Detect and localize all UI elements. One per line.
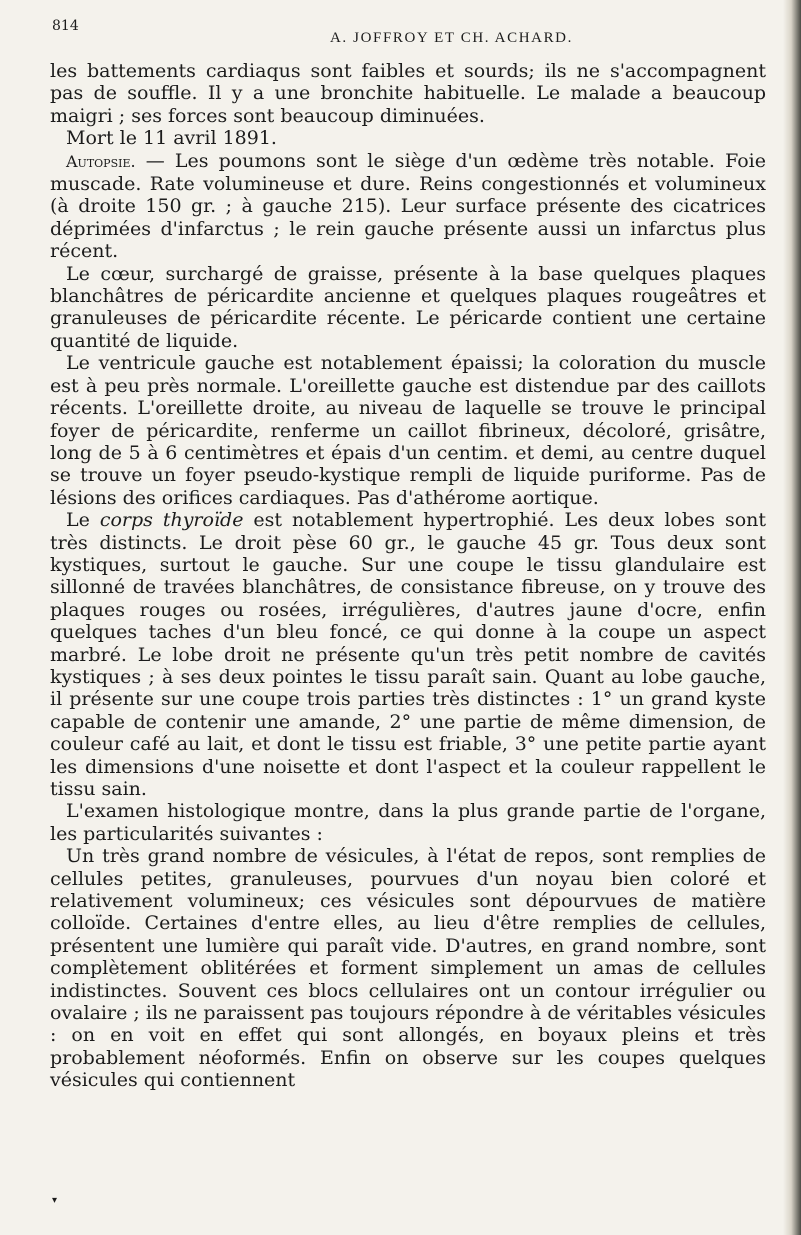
paragraph-histology: Un très grand nombre de vésicules, à l'état de repos, sont remplies de cellules petites, granuleuses, pourvues d'un noyau bien coloré et relativement volumineux; ces vésicules sont dépourvues de matière colloïde. Certaines d'entre elles, au lieu d'être remplies de cellules, présentent une lumière qui paraît vide. D'autres, en grand nombre, sont complètement oblitérées et forment simplement un amas de cellules indistinctes. Souvent ces blocs cellulaires ont un contour irrégulier ou ovalaire ; ils ne paraissent pas toujours répondre à de véritables vésicules : on en voit en effet qui sont allongés, en boyaux pleins et très probablement néoformés. Enfin on observe sur les coupes quelques vésicules qui contiennent (50, 845, 766, 1092)
paragraph-histology-intro: L'examen histologique montre, dans la plus grande partie de l'organe, les particularités suivantes : (50, 800, 766, 845)
paragraph-heart: Le cœur, surchargé de graisse, présente à la base quelques plaques blanchâtres de péricardite ancienne et quelques plaques rougeâtres et granuleuses de péricardite récente. Le péricarde contient une certaine quantité de liquide. (50, 262, 766, 352)
running-head: A. JOFFROY ET CH. ACHARD. (330, 30, 573, 46)
paragraph-thyroid (50, 509, 766, 800)
body-text (50, 60, 766, 1092)
paragraph-death: Mort le 11 avril 1891. (66, 127, 277, 150)
thyroid-term: corps thyroïde (99, 509, 244, 532)
paragraph-symptoms: les battements cardiaqus sont faibles et sourds; ils ne s'accompagnent pas de souffle. Il y a une bronchite habituelle. Le malade a beaucoup maigri ; ses forces sont beaucoup diminuées. (50, 60, 766, 127)
printer-mark: ▾ (52, 1195, 58, 1206)
thyroid-pre: Le (66, 509, 100, 532)
paragraph-autopsy (50, 150, 766, 263)
thyroid-text: est notablement hypertrophié. Les deux lobes sont très distincts. Le droit pèse 60 gr., le gauche 45 gr. Tous deux sont kystiques, surtout le gauche. Sur une coupe le tissu glandulaire est sillonné de travées blanchâtres, de consistance fibreuse, on y trouve des plaques rouges ou rosées, irrégulières, d'autres jaune d'ocre, enfin quelques taches d'un bleu foncé, ce qui donne à la coupe un aspect marbré. Le lobe droit ne présente qu'un très petit nombre de cavités kystiques ; à ses deux pointes le tissu paraît sain. Quant au lobe gauche, il présente sur une coupe trois parties très distinctes : 1° un grand kyste capable de contenir une amande, 2° une partie de même dimension, de couleur café au lait, et dont le tissu est friable, 3° une petite partie ayant les dimensions d'une noisette et dont l'aspect et la couleur rappellent le tissu sain. (50, 509, 767, 800)
autopsy-text: — Les poumons sont le siège d'un œdème très notable. Foie muscade. Rate volumineuse et dure. Reins congestionnés et volumineux (à droite 150 gr. ; à gauche 215). Leur surface présente des cicatrices déprimées d'infarctus ; le rein gauche présente aussi un infarctus plus récent. (50, 149, 766, 263)
paragraph-ventricle: Le ventricule gauche est notablement épaissi; la coloration du muscle est à peu près normale. L'oreillette gauche est distendue par des caillots récents. L'oreillette droite, au niveau de laquelle se trouve le principal foyer de péricardite, renferme un caillot fibrineux, décoloré, grisâtre, long de 5 à 6 centimètres et épais d'un centim. et demi, au centre duquel se trouve un foyer pseudo-kystique rempli de liquide puriforme. Pas de lésions des orifices cardiaques. Pas d'athérome aortique. (50, 352, 766, 509)
autopsy-heading: Autopsie. (66, 151, 136, 171)
page-number: 814 (52, 18, 79, 34)
page-edge-shadow (783, 0, 801, 1235)
